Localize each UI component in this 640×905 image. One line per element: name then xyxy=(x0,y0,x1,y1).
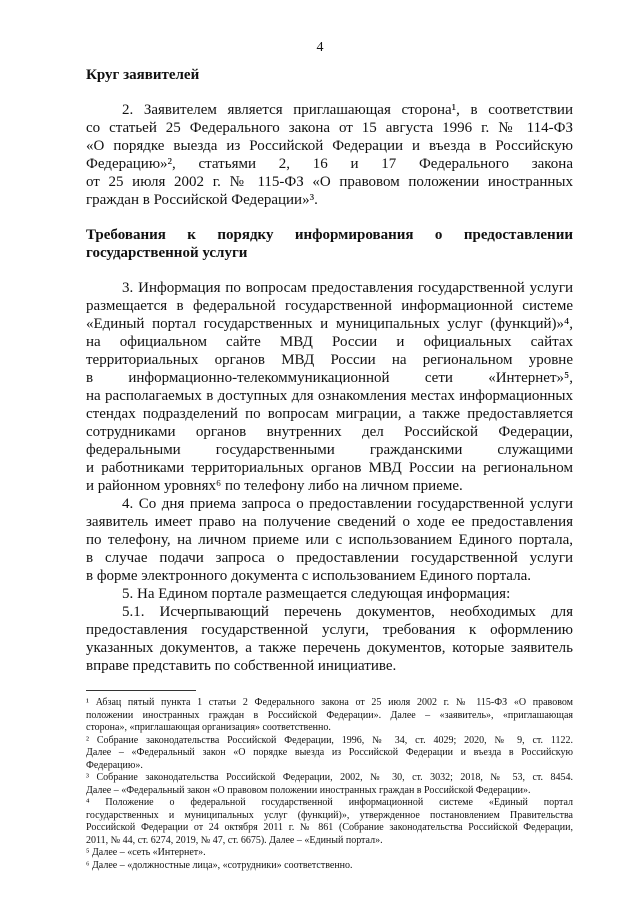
section-heading-informing-cont: государственной услуги xyxy=(86,245,248,261)
footnote-line: положении иностранных граждан в Российской Федерации». Далее – «заявитель», «приглашающая xyxy=(86,709,573,721)
paragraph-line: указанных документов, а также перечень документов, которые заявитель xyxy=(86,640,573,656)
paragraph-line: вправе представить по собственной инициативе. xyxy=(86,658,397,674)
paragraph-line: и работниками территориальных органов МВД России на региональном xyxy=(86,460,573,476)
paragraph-line: размещается в федеральной государственной информационной системе xyxy=(86,298,573,314)
paragraph-line: сотрудниками органов внутренних дел Российской Федерации, xyxy=(86,424,573,440)
footnote-line: Далее – «Федеральный закон «О правовом положении иностранных граждан в Российской Федерации». xyxy=(86,784,531,796)
paragraph-line: со статьей 25 Федерального закона от 15 августа 1996 г. № 114-ФЗ xyxy=(86,120,573,136)
paragraph-line: федеральными государственными гражданскими служащими xyxy=(86,442,573,458)
paragraph-line: 5.1. Исчерпывающий перечень документов, необходимых для xyxy=(122,604,573,620)
footnote-line: государственных и муниципальных услуг (функций)», утвержденное постановлением Правительства xyxy=(86,809,573,821)
paragraph-line: по телефону, на личном приеме или с использованием Единого портала, xyxy=(86,532,573,548)
footnote-line: ⁶ Далее – «должностные лица», «сотрудники» соответственно. xyxy=(86,859,353,871)
paragraph-line: в случае подачи запроса о предоставлении государственной услуги xyxy=(86,550,573,566)
footnote-separator xyxy=(86,690,196,691)
paragraph-line: и районном уровнях⁶ по телефону либо на личном приеме. xyxy=(86,478,463,494)
paragraph-line: от 25 июля 2002 г. № 115-ФЗ «О правовом положении иностранных xyxy=(86,174,573,190)
paragraph-line: граждан в Российской Федерации»³. xyxy=(86,192,318,208)
footnote-line: ² Собрание законодательства Российской Федерации, 1996, № 34, ст. 4029; 2020, № 9, ст. 1122. xyxy=(86,734,573,746)
paragraph-line: «О порядке выезда из Российской Федерации и въезда в Российскую xyxy=(86,138,573,154)
paragraph-line: территориальных органов МВД России на региональном уровне xyxy=(86,352,573,368)
page-number: 4 xyxy=(316,40,324,55)
footnote-line: ³ Собрание законодательства Российской Федерации, 2002, № 30, ст. 3032; 2018, № 53, ст. 8454. xyxy=(86,772,573,783)
footnote-line: Федерацию». xyxy=(86,759,143,771)
paragraph-line: Федерацию»², статьями 2, 16 и 17 Федерального закона xyxy=(86,156,573,172)
footnote-line: Российской Федерации от 24 октября 2011 г. № 861 (Собрание законодательства Российской Федерации, xyxy=(86,822,573,833)
section-heading-applicants: Круг заявителей xyxy=(86,67,200,83)
paragraph-line: на располагаемых в доступных для ознакомления местах информационных xyxy=(86,388,573,404)
footnote-line: Далее – «Федеральный закон «О порядке выезда из Российской Федерации и въезда в Российскую xyxy=(86,747,573,758)
paragraph-line: 4. Со дня приема запроса о предоставлении государственной услуги xyxy=(122,496,573,512)
section-heading-informing: Требования к порядку информирования о предоставлении xyxy=(86,227,573,243)
paragraph-line: в форме электронного документа с использованием Единого портала. xyxy=(86,568,531,584)
paragraph-line: 3. Информация по вопросам предоставления государственной услуги xyxy=(122,280,573,296)
paragraph-line: «Единый портал государственных и муниципальных услуг (функций)»⁴, xyxy=(86,316,573,332)
paragraph-line: стендах подразделений по вопросам миграции, а также предоставляется xyxy=(86,406,573,422)
footnote-line: ⁵ Далее – «сеть «Интернет». xyxy=(86,847,206,858)
footnote-line: ⁴ Положение о федеральной государственной информационной системе «Единый портал xyxy=(86,797,573,808)
paragraph-line: заявитель имеет право на получение сведений о ходе ее предоставления xyxy=(86,514,573,530)
footnote-line: ¹ Абзац пятый пункта 1 статьи 2 Федерального закона от 25 июля 2002 г. № 115-ФЗ «О правовом xyxy=(86,697,573,708)
footnote-line: 2011, № 44, ст. 6274, 2019, № 47, ст. 6675). Далее – «Единый портал». xyxy=(86,834,383,846)
paragraph-line: 5. На Едином портале размещается следующая информация: xyxy=(122,586,511,602)
paragraph-line: 2. Заявителем является приглашающая сторона¹, в соответствии xyxy=(122,102,573,118)
paragraph-line: предоставления государственной услуги, требования к оформлению xyxy=(86,622,573,638)
footnote-line: сторона», «приглашающая организация» соответственно. xyxy=(86,722,331,733)
paragraph-line: на официальном сайте МВД России и официальных сайтах xyxy=(86,334,573,350)
paragraph-line: в информационно-телекоммуникационной сети «Интернет»⁵, xyxy=(86,370,573,386)
